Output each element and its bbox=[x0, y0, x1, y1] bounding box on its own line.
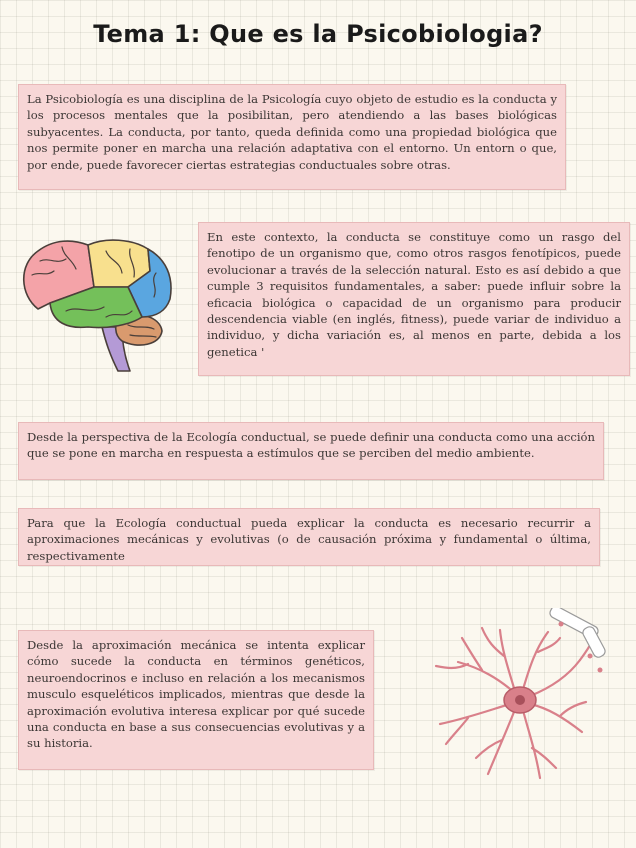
note-aproximacion-mecanica-evolutiva: Desde la aproximación mecánica se intenta explicar cómo sucede la conducta en términos genéticos, neuroendocrinos e incluso en relación a los mecanismos musculo esqueléticos implicados, mientras que desde la aproximación evolutiva interesa explicar por qué sucede una conducta en base a sus consecuencias evolutivas y a su historia. bbox=[18, 630, 374, 770]
neuron-icon bbox=[428, 608, 628, 788]
note-aproximaciones: Para que la Ecología conductual pueda explicar la conducta es necesario recurrir a aproximaciones mecánicas y evolutivas (o de causación próxima y fundamental o última, respectivamente bbox=[18, 508, 600, 566]
note-psicobiologia-definition: La Psicobiología es una disciplina de la Psicología cuyo objeto de estudio es la conducta y los procesos mentales que la posibilitan, pero atendiendo a las bases biológicas subyacentes. La conducta, por tanto, queda definida como una propiedad biológica que nos permite poner en marcha una relación adaptativa con el entorno. Un entorn o que, por ende, puede favorecer ciertas estrategias conductuales sobre otras. bbox=[18, 84, 566, 190]
page-title: Tema 1: Que es la Psicobiologia? bbox=[93, 20, 543, 48]
brain-icon bbox=[10, 225, 190, 375]
note-ecologia-conductual: Desde la perspectiva de la Ecología conductual, se puede definir una conducta como una acción que se pone en marcha en respuesta a estímulos que se perciben del medio ambiente. bbox=[18, 422, 604, 480]
note-conducta-fenotipo: En este contexto, la conducta se constituye como un rasgo del fenotipo de un organismo que, como otros rasgos fenotípicos, puede evolucionar a través de la selección natural. Esto es así debido a que cumple 3 requisitos fundamentales, a saber: puede influir sobre la eficacia biológica o capacidad de un organismo para producir descendencia viable (en inglés, fitness), puede variar de individuo a individuo, y dicha variación es, al menos en parte, debida a los genetica ' bbox=[198, 222, 630, 376]
